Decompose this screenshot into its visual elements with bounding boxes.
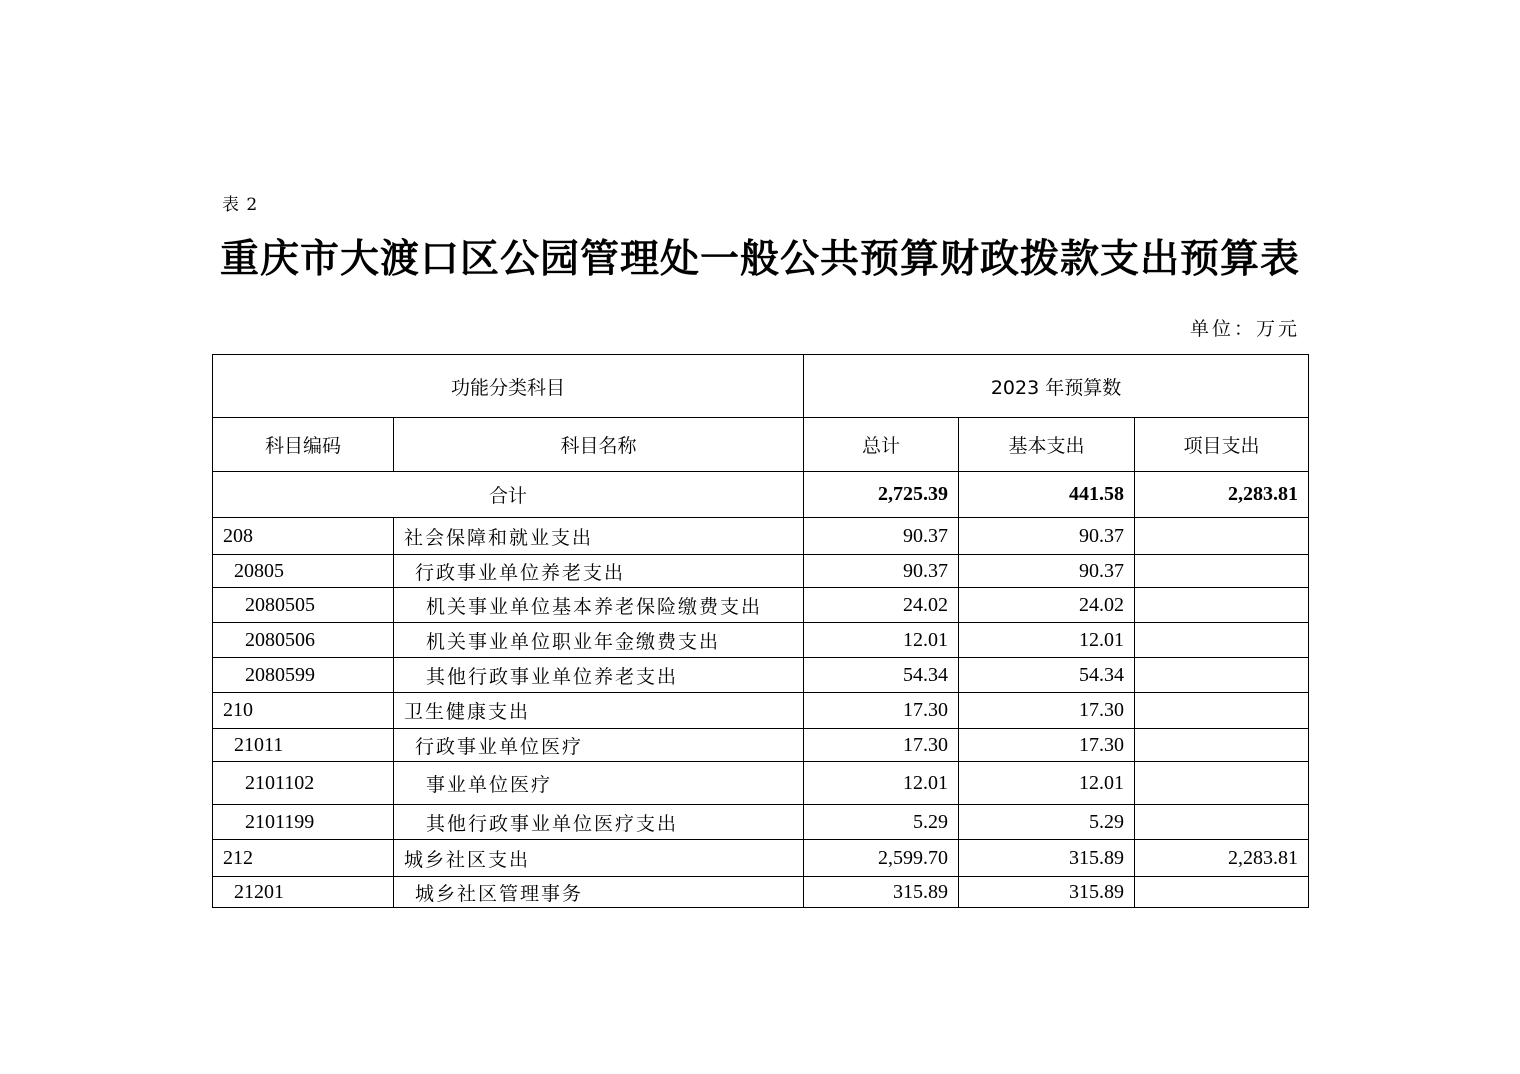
table-row <box>213 762 1309 805</box>
row-total: 12.01 <box>804 623 959 658</box>
total-project: 2,283.81 <box>1135 472 1309 518</box>
row-name: 城乡社区支出 <box>394 840 804 877</box>
header-functional-category: 功能分类科目 <box>213 355 804 418</box>
header-basic: 基本支出 <box>959 418 1135 472</box>
row-basic: 5.29 <box>959 805 1135 840</box>
row-project <box>1135 729 1309 762</box>
row-total: 17.30 <box>804 693 959 729</box>
row-name: 事业单位医疗 <box>394 762 804 805</box>
row-code: 2080505 <box>213 588 394 623</box>
row-code: 208 <box>213 518 394 555</box>
row-code: 2080506 <box>213 623 394 658</box>
row-name: 卫生健康支出 <box>394 693 804 729</box>
row-name: 社会保障和就业支出 <box>394 518 804 555</box>
row-code: 20805 <box>213 555 394 588</box>
row-code: 2101102 <box>213 762 394 805</box>
row-basic: 315.89 <box>959 877 1135 908</box>
table-row <box>213 693 1309 729</box>
row-total: 90.37 <box>804 555 959 588</box>
header-code: 科目编码 <box>213 418 394 472</box>
row-name: 城乡社区管理事务 <box>394 877 804 908</box>
header-name: 科目名称 <box>394 418 804 472</box>
row-code: 2080599 <box>213 658 394 693</box>
total-total: 2,725.39 <box>804 472 959 518</box>
row-name: 其他行政事业单位医疗支出 <box>394 805 804 840</box>
header-column-row <box>213 418 1309 472</box>
row-project <box>1135 518 1309 555</box>
table-row <box>213 840 1309 877</box>
row-code: 210 <box>213 693 394 729</box>
header-project: 项目支出 <box>1135 418 1309 472</box>
table-row <box>213 555 1309 588</box>
table-row <box>213 623 1309 658</box>
row-total: 315.89 <box>804 877 959 908</box>
row-total: 2,599.70 <box>804 840 959 877</box>
row-basic: 12.01 <box>959 623 1135 658</box>
total-label: 合计 <box>213 472 804 518</box>
row-total: 90.37 <box>804 518 959 555</box>
row-project: 2,283.81 <box>1135 840 1309 877</box>
row-total: 17.30 <box>804 729 959 762</box>
table-row <box>213 729 1309 762</box>
row-basic: 17.30 <box>959 693 1135 729</box>
row-name: 机关事业单位职业年金缴费支出 <box>394 623 804 658</box>
row-code: 21201 <box>213 877 394 908</box>
row-total: 5.29 <box>804 805 959 840</box>
row-name: 行政事业单位医疗 <box>394 729 804 762</box>
table-row <box>213 877 1309 908</box>
row-basic: 17.30 <box>959 729 1135 762</box>
row-project <box>1135 623 1309 658</box>
row-basic: 54.34 <box>959 658 1135 693</box>
row-basic: 90.37 <box>959 518 1135 555</box>
row-total: 24.02 <box>804 588 959 623</box>
row-code: 212 <box>213 840 394 877</box>
row-project <box>1135 805 1309 840</box>
total-row <box>213 472 1309 518</box>
row-total: 12.01 <box>804 762 959 805</box>
row-total: 54.34 <box>804 658 959 693</box>
row-basic: 12.01 <box>959 762 1135 805</box>
row-code: 21011 <box>213 729 394 762</box>
table-row <box>213 658 1309 693</box>
unit-label: 单位：万元 <box>1189 318 1300 340</box>
row-project <box>1135 693 1309 729</box>
row-project <box>1135 555 1309 588</box>
row-basic: 315.89 <box>959 840 1135 877</box>
header-total: 总计 <box>804 418 959 472</box>
row-basic: 90.37 <box>959 555 1135 588</box>
row-basic: 24.02 <box>959 588 1135 623</box>
row-project <box>1135 762 1309 805</box>
total-basic: 441.58 <box>959 472 1135 518</box>
row-name: 机关事业单位基本养老保险缴费支出 <box>394 588 804 623</box>
row-name: 其他行政事业单位养老支出 <box>394 658 804 693</box>
document-title: 重庆市大渡口区公园管理处一般公共预算财政拨款支出预算表 <box>219 236 1300 282</box>
table-number-label: 表 2 <box>222 195 259 215</box>
table-row <box>213 518 1309 555</box>
row-code: 2101199 <box>213 805 394 840</box>
table-row <box>213 805 1309 840</box>
header-budget-year: 2023 年预算数 <box>804 355 1309 418</box>
row-name: 行政事业单位养老支出 <box>394 555 804 588</box>
row-project <box>1135 658 1309 693</box>
header-group-row <box>213 355 1309 418</box>
row-project <box>1135 588 1309 623</box>
table-row <box>213 588 1309 623</box>
budget-table <box>212 354 1309 908</box>
row-project <box>1135 877 1309 908</box>
